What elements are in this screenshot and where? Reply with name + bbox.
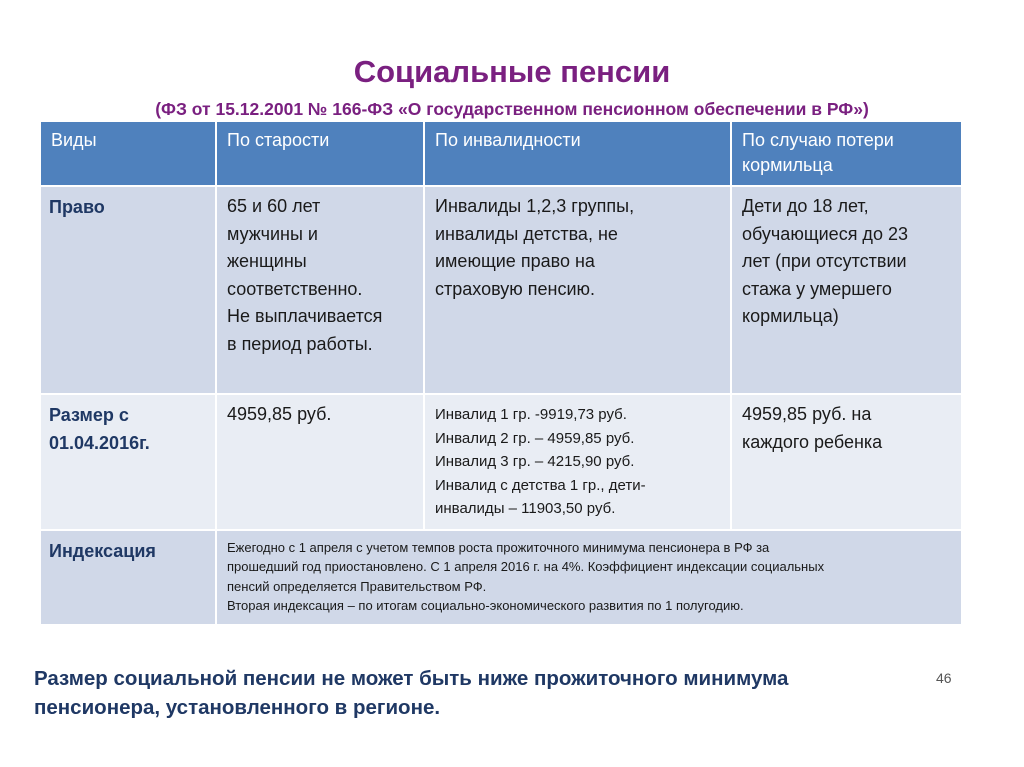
header-kinds: Виды bbox=[40, 121, 216, 186]
cell-size-old-age: 4959,85 руб. bbox=[216, 394, 424, 530]
cell-line: Не выплачивается bbox=[227, 306, 383, 326]
header-disability bbox=[424, 121, 731, 186]
header-disability-line: По инвалидности bbox=[435, 130, 581, 150]
cell-line: соответственно. bbox=[227, 278, 363, 299]
cell-line: Инвалид 1 гр. -9919,73 руб. bbox=[435, 406, 627, 423]
cell-line: в период работы. bbox=[227, 333, 373, 354]
page-number: 46 bbox=[936, 670, 952, 686]
footer-note-line: пенсионера, установленного в регионе. bbox=[34, 696, 441, 719]
header-survivor-line: По случаю потери bbox=[742, 130, 894, 150]
cell-line: Дети до 18 лет, bbox=[742, 196, 869, 216]
cell-line: Ежегодно с 1 апреля с учетом темпов роста прожиточного минимума пенсионера в РФ за bbox=[227, 539, 770, 555]
cell-right-old-age bbox=[216, 186, 424, 394]
header-survivor bbox=[731, 121, 962, 186]
slide-subtitle: (ФЗ от 15.12.2001 № 166-ФЗ «О государственном пенсионном обеспечении в РФ») bbox=[155, 99, 869, 119]
cell-line: прошедший год приостановлено. С 1 апреля 2016 г. на 4%. Коэффициент индексации социальных bbox=[227, 559, 825, 574]
cell-line: страховую пенсию. bbox=[435, 278, 595, 299]
cell-line: обучающиеся до 23 bbox=[742, 223, 908, 244]
row-label-right: Право bbox=[40, 186, 216, 394]
footer-note-line: Размер социальной пенсии не может быть ниже прожиточного минимума bbox=[34, 667, 789, 690]
cell-line: 4959,85 руб. на bbox=[742, 404, 872, 424]
cell-line: кормильца) bbox=[742, 306, 839, 326]
cell-right-disability bbox=[424, 186, 731, 394]
cell-indexation-text bbox=[216, 530, 962, 625]
cell-line: Инвалид с детства 1 гр., дети- bbox=[435, 476, 646, 494]
row-label-line: 01.04.2016г. bbox=[49, 433, 150, 453]
cell-line: инвалиды – 11903,50 руб. bbox=[435, 500, 616, 517]
table-row-size bbox=[40, 394, 962, 530]
row-label-line: Размер с bbox=[49, 405, 129, 425]
pension-table bbox=[39, 120, 963, 626]
cell-line: лет (при отсутствии bbox=[742, 251, 907, 271]
row-label-indexation: Индексация bbox=[40, 530, 216, 625]
pension-table-container bbox=[39, 120, 961, 623]
header-survivor-line: кормильца bbox=[742, 155, 833, 175]
cell-line: стажа у умершего bbox=[742, 278, 892, 299]
cell-line: имеющие право на bbox=[435, 251, 595, 271]
cell-line: инвалиды детства, не bbox=[435, 223, 618, 244]
slide-title: Социальные пенсии bbox=[353, 54, 671, 89]
cell-line: Вторая индексация – по итогам социально-экономического развития по 1 полугодию. bbox=[227, 598, 744, 613]
row-label-size bbox=[40, 394, 216, 530]
cell-line: пенсий определяется Правительством РФ. bbox=[227, 578, 487, 594]
cell-size-survivor bbox=[731, 394, 962, 530]
cell-line: женщины bbox=[227, 251, 307, 271]
header-old-age: По старости bbox=[216, 121, 424, 186]
footer-note bbox=[34, 664, 914, 722]
cell-line: мужчины и bbox=[227, 223, 318, 244]
cell-line: каждого ребенка bbox=[742, 431, 883, 452]
cell-line: Инвалиды 1,2,3 группы, bbox=[435, 196, 635, 216]
table-header-row bbox=[40, 121, 962, 186]
cell-right-survivor bbox=[731, 186, 962, 394]
table-row-right bbox=[40, 186, 962, 394]
table-row-indexation bbox=[40, 530, 962, 625]
cell-line: 65 и 60 лет bbox=[227, 196, 321, 216]
cell-line: Инвалид 2 гр. – 4959,85 руб. bbox=[435, 429, 635, 447]
cell-line: Инвалид 3 гр. – 4215,90 руб. bbox=[435, 453, 635, 470]
cell-size-disability bbox=[424, 394, 731, 530]
